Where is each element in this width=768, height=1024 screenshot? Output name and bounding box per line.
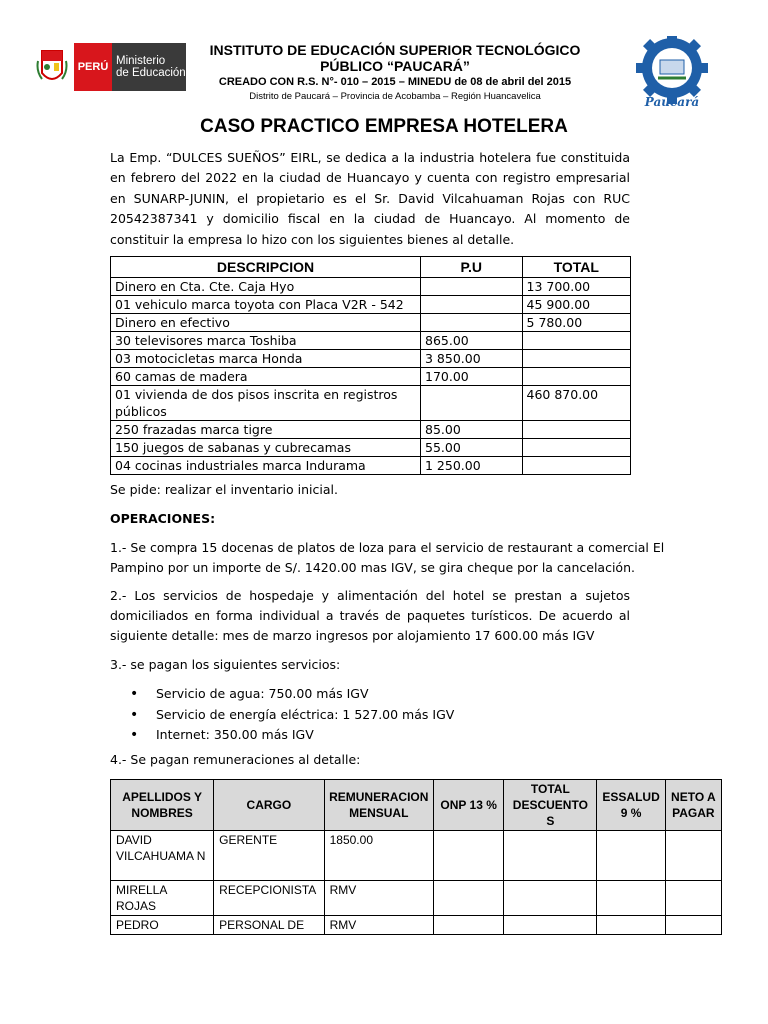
inventory-table [110,256,631,475]
row-pu [421,278,523,296]
row-total [522,350,630,368]
row-pu: 170.00 [421,368,523,386]
row-total: 460 870.00 [522,386,630,421]
op4-text: 4.- Se pagan remuneraciones al detalle: [110,752,361,767]
payroll-header-row [111,780,722,831]
row-cargo: GERENTE [214,831,324,881]
row-pu: 1 250.00 [421,457,523,475]
row-pu [421,296,523,314]
op2-line2: domiciliados en forma individual a través de paquetes turísticos. De acuerdo al [110,608,630,623]
row-total: 5 780.00 [522,314,630,332]
table-row [111,368,631,386]
row-remuneracion: RMV [324,916,433,935]
institute-title-line1: INSTITUTO DE EDUCACIÓN SUPERIOR TECNOLÓGICO [209,42,581,58]
header-descripcion: DESCRIPCION [111,257,421,278]
se-pide-text: Se pide: realizar el inventario inicial. [110,482,338,497]
table-row [111,831,722,881]
header-onp: ONP 13 % [433,780,503,831]
table-row [111,278,631,296]
document-title: CASO PRACTICO EMPRESA HOTELERA [200,116,568,137]
header-total: TOTAL [522,257,630,278]
op2-line3: siguiente detalle: mes de marzo ingresos por alojamiento 17 600.00 más IGV [110,628,595,643]
row-desc: 250 frazadas marca tigre [111,421,421,439]
ministerio-label: Ministerio de Educación [112,43,186,91]
row-desc: 03 motocicletas marca Honda [111,350,421,368]
row-name: PEDRO [111,916,214,935]
ministerio-logo [36,42,186,92]
row-total [522,457,630,475]
row-cargo: RECEPCIONISTA [214,881,324,916]
row-remuneracion: RMV [324,881,433,916]
row-total-descuentos [504,831,597,881]
row-total [522,439,630,457]
institute-gear-logo-icon [630,36,714,108]
row-pu: 55.00 [421,439,523,457]
payroll-table [110,779,722,935]
row-name: DAVID VILCAHUAMA N [111,831,214,881]
list-item: • Internet: 350.00 más IGV [130,725,454,746]
row-desc: 01 vivienda de dos pisos inscrita en registros públicos [111,386,421,421]
row-onp [433,831,503,881]
table-row [111,916,722,935]
row-essalud [597,916,665,935]
table-row [111,457,631,475]
institute-title-line3: CREADO CON R.S. N°- 010 – 2015 – MINEDU de 08 de abril del 2015 [218,76,572,88]
row-onp [433,916,503,935]
institute-title-line2: PÚBLICO “PAUCARÁ” [320,58,470,74]
op1-line2: Pampino por un importe de S/. 1420.00 mas IGV, se gira cheque por la cancelación. [110,560,635,575]
row-total [522,332,630,350]
peru-coat-of-arms-icon [36,43,68,91]
row-neto [665,916,721,935]
paucara-logo-text: Paucará [644,95,700,108]
inventory-header-row [111,257,631,278]
row-neto [665,881,721,916]
table-row [111,332,631,350]
row-pu: 3 850.00 [421,350,523,368]
list-item: • Servicio de agua: 750.00 más IGV [130,684,454,705]
header-remuneracion: REMUNERACION MENSUAL [324,780,433,831]
table-row [111,881,722,916]
header-apellidos: APELLIDOS Y NOMBRES [111,780,214,831]
op1-line1: 1.- Se compra 15 docenas de platos de loza para el servicio de restaurant a comercial El [110,540,665,555]
table-row [111,439,631,457]
header-pu: P.U [421,257,523,278]
row-desc: Dinero en efectivo [111,314,421,332]
row-pu: 85.00 [421,421,523,439]
header-total-descuentos: TOTAL DESCUENTO S [504,780,597,831]
table-row [111,350,631,368]
row-pu [421,386,523,421]
intro-paragraph: La Emp. “DULCES SUEÑOS” EIRL, se dedica a la industria hotelera fue constituida en febrero del 2022 en la ciudad de Huancayo y cuenta con registro empresarial en SUNARP-JUNIN, el propietario es el Sr. David Vilcahuaman Rojas con RUC 20542387341 y domicilio fiscal en la ciudad de Huancayo. Al momento de constituir la empresa lo hizo con los siguientes bienes al detalle. [110,150,630,247]
row-desc: 150 juegos de sabanas y cubrecamas [111,439,421,457]
row-total: 13 700.00 [522,278,630,296]
header-essalud: ESSALUD 9 % [597,780,665,831]
row-name: MIRELLA ROJAS [111,881,214,916]
row-total [522,368,630,386]
table-row [111,421,631,439]
peru-label: PERÚ [74,43,112,91]
row-desc: 01 vehiculo marca toyota con Placa V2R - 542 [111,296,421,314]
row-desc: 60 camas de madera [111,368,421,386]
operaciones-heading: OPERACIONES: [110,511,216,526]
row-pu [421,314,523,332]
row-essalud [597,881,665,916]
row-total-descuentos [504,916,597,935]
services-list [130,684,454,746]
row-cargo: PERSONAL DE [214,916,324,935]
row-neto [665,831,721,881]
row-onp [433,881,503,916]
header-cargo: CARGO [214,780,324,831]
header-neto: NETO A PAGAR [665,780,721,831]
row-desc: Dinero en Cta. Cte. Caja Hyo [111,278,421,296]
institute-title-line4: Distrito de Paucará – Provincia de Acobamba – Región Huancavelica [249,91,541,102]
row-desc: 04 cocinas industriales marca Indurama [111,457,421,475]
row-total [522,421,630,439]
table-row [111,296,631,314]
table-row [111,314,631,332]
row-pu: 865.00 [421,332,523,350]
row-essalud [597,831,665,881]
row-desc: 30 televisores marca Toshiba [111,332,421,350]
op2-line1: 2.- Los servicios de hospedaje y alimentación del hotel se prestan a sujetos [110,588,630,603]
table-row [111,386,631,421]
list-item: • Servicio de energía eléctrica: 1 527.00 más IGV [130,705,454,726]
op3-text: 3.- se pagan los siguientes servicios: [110,657,341,672]
row-remuneracion: 1850.00 [324,831,433,881]
row-total-descuentos [504,881,597,916]
row-total: 45 900.00 [522,296,630,314]
